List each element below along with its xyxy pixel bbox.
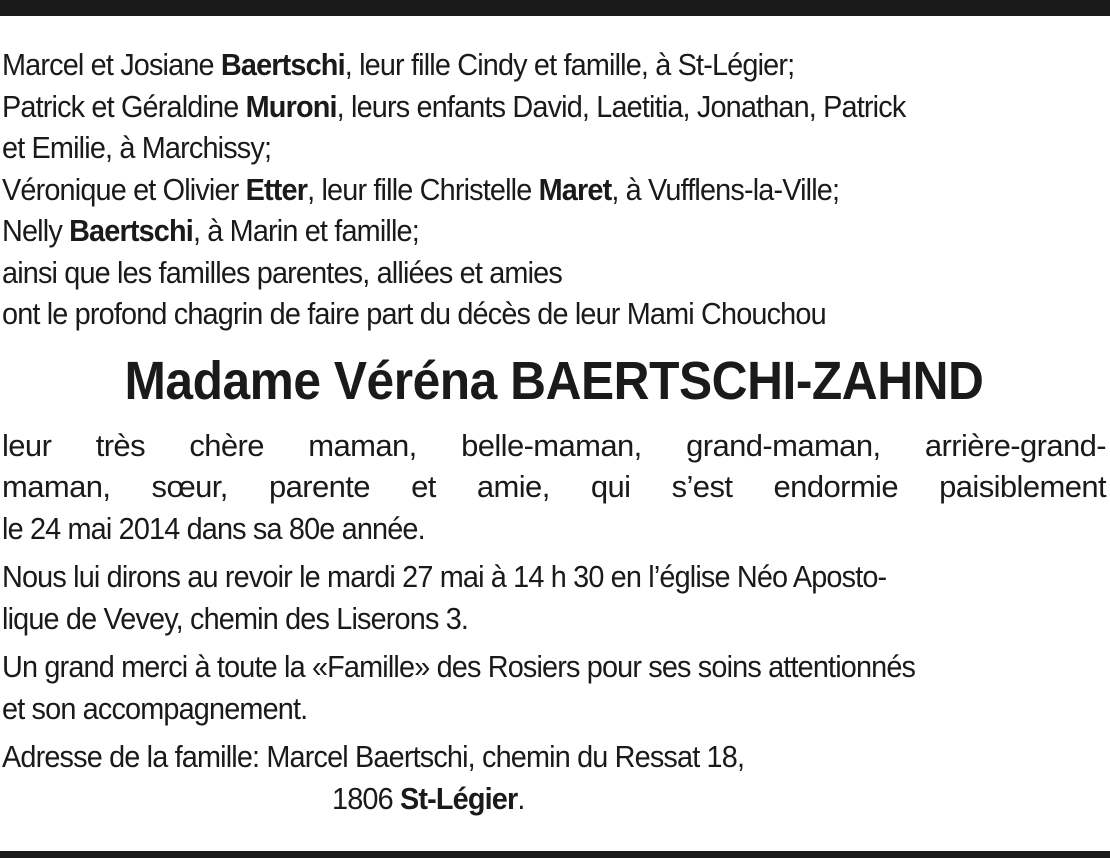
family-line: ainsi que les familles parentes, alliées et amies [2,254,562,290]
family-line: Nelly Baertschi, à Marin et famille; [2,213,419,248]
family-line: Véronique et Olivier Etter, leur fille Christelle Maret, à Vufflens-la-Ville; [2,171,840,207]
body-line: maman, sœur, parente et amie, qui s’est endormie paisiblement [2,469,1106,504]
city-name: St-Légier [399,780,518,816]
family-line: Patrick et Géraldine Muroni, leurs enfants David, Laetitia, Jonathan, Patrick [2,88,906,124]
service-line: lique de Vevey, chemin des Liserons 3. [2,600,469,636]
surname: Baertschi [69,213,193,248]
surname: Muroni [245,88,337,124]
deceased-name: Madame Véréna BAERTSCHI-ZAHND [124,350,984,411]
surname: Maret [538,171,612,207]
surname: Baertschi [220,47,345,82]
family-line: ont le profond chagrin de faire part du décès de leur Mami Chouchou [2,296,826,331]
thanks-line: et son accompagnement. [2,690,308,726]
thanks-line: Un grand merci à toute la «Famille» des Rosiers pour ses soins attentionnés [2,649,916,684]
family-line: et Emilie, à Marchissy; [2,130,272,165]
family-line: Marcel et Josiane Baertschi, leur fille Cindy et famille, à St-Légier; [2,47,795,82]
family-address-city: 1806 St-Légier. [332,780,525,816]
body-line: le 24 mai 2014 dans sa 80e année. [2,510,425,546]
family-address: Adresse de la famille: Marcel Baertschi, chemin du Ressat 18, [2,739,745,774]
bottom-border [0,851,1110,858]
service-line: Nous lui dirons au revoir le mardi 27 mai à 14 h 30 en l’église Néo Aposto- [2,559,887,594]
surname: Etter [245,171,308,207]
body-line: leur très chère maman, belle-maman, grand-maman, arrière-grand- [2,427,1106,463]
obituary-notice [2,44,1106,819]
top-border [0,0,1110,16]
